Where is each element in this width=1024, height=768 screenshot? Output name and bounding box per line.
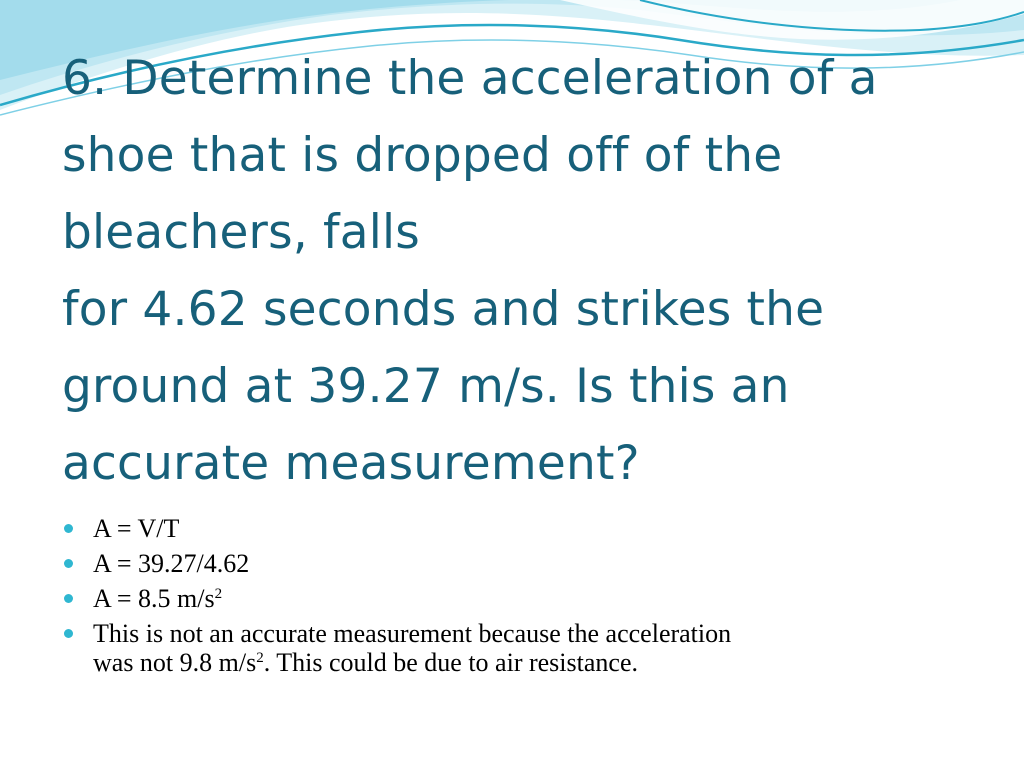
bullet-item [62,514,962,543]
title-line: shoe that is dropped off of the [62,128,783,183]
title-line: ground at 39.27 m/s. Is this an [62,359,790,414]
bullet-text-continued: was not 9.8 m/s [93,648,257,677]
bullet-dot-icon [64,594,73,603]
title-line: bleachers, falls [62,205,420,260]
bullet-item [62,584,962,613]
bullet-text: A = 39.27/4.62 [93,549,250,578]
title-line: for 4.62 seconds and strikes the [62,282,825,337]
title-line: 6. Determine the acceleration of a [62,51,878,106]
bullet-text: This is not an accurate measurement because the acceleration [93,619,732,648]
bullet-dot-icon [64,629,73,638]
title-line: accurate measurement? [62,436,640,491]
bullet-item [62,619,962,677]
bullet-text: A = 8.5 m/s [93,584,215,613]
bullet-dot-icon [64,559,73,568]
slide-title [62,40,982,502]
bullet-dot-icon [64,524,73,533]
superscript: 2 [256,650,264,666]
bullet-text: A = V/T [93,514,180,543]
superscript: 2 [214,586,223,602]
bullet-item [62,549,962,578]
bullet-text-continued: . This could be due to air resistance. [263,648,638,677]
bullet-list [62,514,962,683]
